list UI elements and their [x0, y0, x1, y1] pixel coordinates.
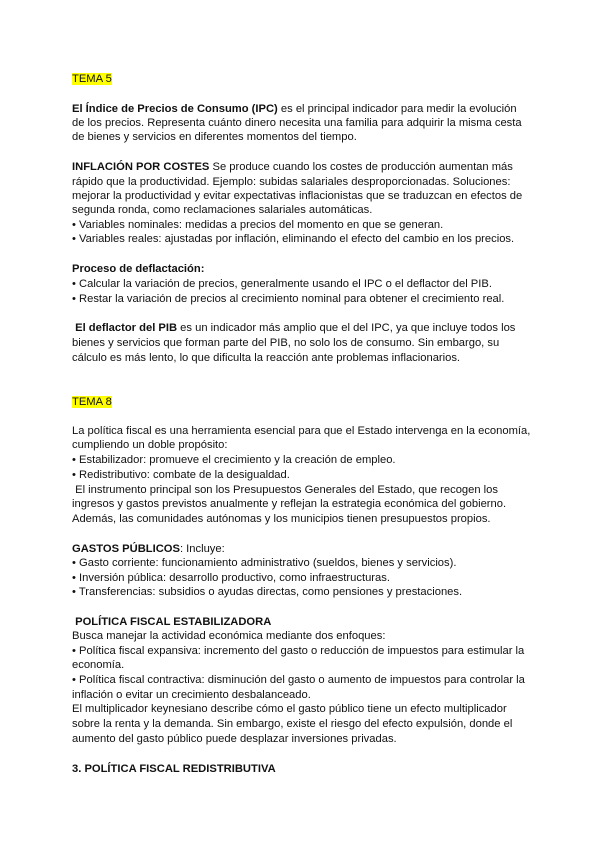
ipc-term: El Índice de Precios de Consumo (IPC) [72, 103, 278, 115]
estabilizadora-bullet1-line1: • Política fiscal expansiva: incremento del gasto o reducción de impuestos para estimular la [72, 645, 525, 657]
inflacion-paragraph-line4: segunda ronda, como reclamaciones salariales automáticas. [72, 204, 373, 216]
multiplicador-line2: sobre la renta y la demanda. Sin embargo, existe el riesgo del efecto expulsión, donde el [72, 718, 513, 730]
inflacion-paragraph-line2: rápido que la productividad. Ejemplo: subidas salariales desproporcionadas. Soluciones: [72, 176, 511, 188]
inflacion-term: INFLACIÓN POR COSTES [72, 161, 210, 173]
inflacion-text: Se produce cuando los costes de producción aumentan más [209, 161, 513, 173]
ipc-text: es el principal indicador para medir la evolución [277, 103, 517, 115]
estabilizadora-bullet2-line1: • Política fiscal contractiva: disminución del gasto o aumento de impuestos para controlar la [72, 674, 525, 686]
deflactor-text: es un indicador más amplio que el del IPC, ya que incluye todos los [177, 322, 516, 334]
ipc-paragraph-line2: de los precios. Representa cuánto dinero necesita una familia para adquirir la misma cesta [72, 117, 522, 129]
estabilizadora-bullet1-line2: economía. [72, 659, 125, 671]
inflacion-paragraph-line1 [72, 160, 513, 174]
presupuestos-line2: ingresos y gastos previstos anualmente y reflejan la estrategia económica del gobierno. [72, 498, 507, 510]
gastos-text: : Incluye: [179, 543, 225, 555]
estabilizadora-line1: Busca manejar la actividad económica mediante dos enfoques: [72, 630, 386, 642]
highlight-tema8: TEMA 8 [72, 396, 112, 408]
ipc-paragraph-line3: de bienes y servicios en diferentes momentos del tiempo. [72, 131, 357, 143]
inflacion-paragraph-line3: mejorar la productividad y evitar expectativas inflacionistas que se traduzcan en efectos de [72, 190, 523, 202]
deflactor-paragraph-line1 [72, 321, 515, 335]
deflactacion-heading [72, 262, 204, 276]
estabilizadora-heading-text: POLÍTICA FISCAL ESTABILIZADORA [72, 616, 272, 628]
highlight-tema5: TEMA 5 [72, 73, 112, 85]
deflactacion-bullet-1: • Calcular la variación de precios, generalmente usando el IPC o el deflactor del PIB. [72, 278, 492, 290]
estabilizadora-heading [72, 615, 271, 629]
ipc-paragraph-line1 [72, 102, 517, 116]
section-heading-tema8 [72, 395, 112, 409]
multiplicador-line3: aumento del gasto público puede desplazar inversiones privadas. [72, 733, 397, 745]
multiplicador-line1: El multiplicador keynesiano describe cómo el gasto público tiene un efecto multiplicador [72, 703, 507, 715]
redistributiva-heading-text: 3. POLÍTICA FISCAL REDISTRIBUTIVA [72, 763, 276, 775]
presupuestos-line3: Además, las comunidades autónomas y los municipios tienen presupuestos propios. [72, 513, 491, 525]
gastos-bullet-inversion: • Inversión pública: desarrollo productivo, como infraestructuras. [72, 572, 390, 584]
inflacion-bullet-reales: • Variables reales: ajustadas por inflación, eliminando el efecto del cambio en los precios. [72, 233, 515, 245]
politica-paragraph-line1: La política fiscal es una herramienta esencial para que el Estado intervenga en la economía, [72, 425, 531, 437]
deflactacion-heading-text: Proceso de deflactación: [72, 263, 205, 275]
presupuestos-line1: El instrumento principal son los Presupuestos Generales del Estado, que recogen los [72, 484, 498, 496]
gastos-term: GASTOS PÚBLICOS [72, 543, 180, 555]
gastos-bullet-transferencias: • Transferencias: subsidios o ayudas directas, como pensiones y prestaciones. [72, 586, 463, 598]
politica-bullet-redistributivo: • Redistributivo: combate de la desigualdad. [72, 469, 290, 481]
deflactor-paragraph-line2: bienes y servicios que forman parte del PIB, no solo los de consumo. Sin embargo, su [72, 337, 500, 349]
section-heading-tema5 [72, 72, 112, 86]
gastos-heading [72, 542, 225, 556]
politica-bullet-estabilizador: • Estabilizador: promueve el crecimiento y la creación de empleo. [72, 454, 396, 466]
estabilizadora-bullet2-line2: inflación o evitar un crecimiento desbalanceado. [72, 689, 311, 701]
inflacion-bullet-nominales: • Variables nominales: medidas a precios del momento en que se generan. [72, 219, 444, 231]
deflactacion-bullet-2: • Restar la variación de precios al crecimiento nominal para obtener el crecimiento real. [72, 293, 505, 305]
deflactor-term: El deflactor del PIB [72, 322, 178, 334]
deflactor-paragraph-line3: cálculo es más lento, lo que dificulta la reacción ante problemas inflacionarios. [72, 352, 461, 364]
politica-paragraph-line2: cumpliendo un doble propósito: [72, 439, 228, 451]
gastos-bullet-corriente: • Gasto corriente: funcionamiento administrativo (sueldos, bienes y servicios). [72, 557, 457, 569]
redistributiva-heading [72, 762, 276, 776]
